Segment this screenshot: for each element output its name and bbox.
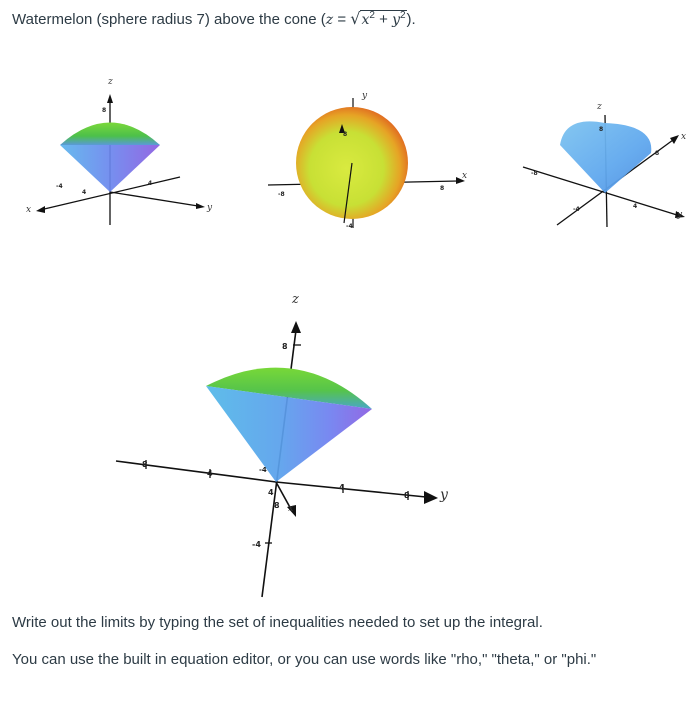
radicand-y: y	[392, 12, 400, 28]
z-axis-label: z	[597, 102, 602, 112]
z-arrow	[107, 94, 113, 103]
tick-y-mid: 4	[339, 483, 345, 492]
z-axis-label: z	[292, 292, 299, 307]
z-axis-label: z	[108, 77, 113, 87]
tick-y-far: 8	[404, 491, 410, 500]
z-arrow	[291, 321, 301, 333]
figure-view-top	[258, 88, 473, 238]
radicand-exp1: 2	[369, 10, 375, 21]
y-arrow	[196, 203, 205, 209]
tick-x-right: 8	[440, 185, 445, 192]
title-suffix: ).	[406, 11, 416, 28]
x-axis-label: x	[681, 132, 687, 142]
x-axis-label: x	[462, 171, 468, 181]
y-axis-label: y	[440, 487, 448, 503]
radicand-exp2: 2	[399, 10, 406, 21]
title-prefix: Watermelon (sphere radius 7) above the cone (	[12, 11, 326, 28]
tick-z-low: -4	[252, 540, 261, 549]
figure-view-tilted	[505, 95, 690, 235]
tick-y-top: 8	[343, 131, 348, 138]
tick-bottom: -4	[346, 223, 353, 230]
radicand-x: x	[361, 12, 370, 28]
x-arrow	[36, 206, 45, 213]
x-axis-label: x	[288, 503, 294, 514]
tick-x-left: -8	[278, 191, 285, 198]
tick-y1: 4	[148, 180, 153, 187]
y-axis-label: y	[362, 91, 368, 101]
tick-x1: 8	[655, 150, 660, 157]
left-axis-line	[116, 461, 276, 482]
problem-title	[12, 6, 416, 30]
x-axis-line	[110, 192, 198, 206]
tick-near-origin: -4	[259, 466, 267, 474]
tick-below-origin: 4	[268, 488, 274, 497]
tick-z-low: -4	[573, 206, 580, 213]
tick-left-outer: 8	[142, 460, 148, 469]
x-axis-label: x	[26, 205, 32, 215]
instruction-line-2: You can use the built in equation editor, or you can use words like "rho," "theta," or "phi."	[12, 651, 597, 668]
tick-z-top: 8	[599, 126, 604, 133]
tick-z-top: 8	[282, 342, 288, 351]
y-arrow	[424, 491, 438, 504]
figure-view-side	[20, 70, 220, 235]
radicand	[360, 10, 406, 28]
x-arrow	[670, 135, 679, 144]
tick-below-origin2: 8	[274, 501, 280, 510]
sqrt-symbol: √	[350, 9, 361, 28]
tick-z-top: 8	[102, 107, 107, 114]
radicand-plus: +	[374, 11, 393, 28]
instruction-line-1: Write out the limits by typing the set of inequalities needed to set up the integral.	[12, 614, 543, 631]
title-eq: =	[333, 11, 351, 28]
figure-main	[110, 285, 460, 600]
tick-x2: 4	[82, 189, 87, 196]
sphere-cap	[60, 123, 160, 146]
y-axis-label: y	[677, 210, 683, 220]
tick-x1: -4	[56, 183, 63, 190]
tick-y2: 4	[633, 203, 638, 210]
y-axis-label: y	[207, 203, 213, 213]
tick-y1: -8	[531, 170, 538, 177]
tick-left-inner: 4	[207, 469, 213, 478]
title-z: z	[325, 12, 334, 28]
